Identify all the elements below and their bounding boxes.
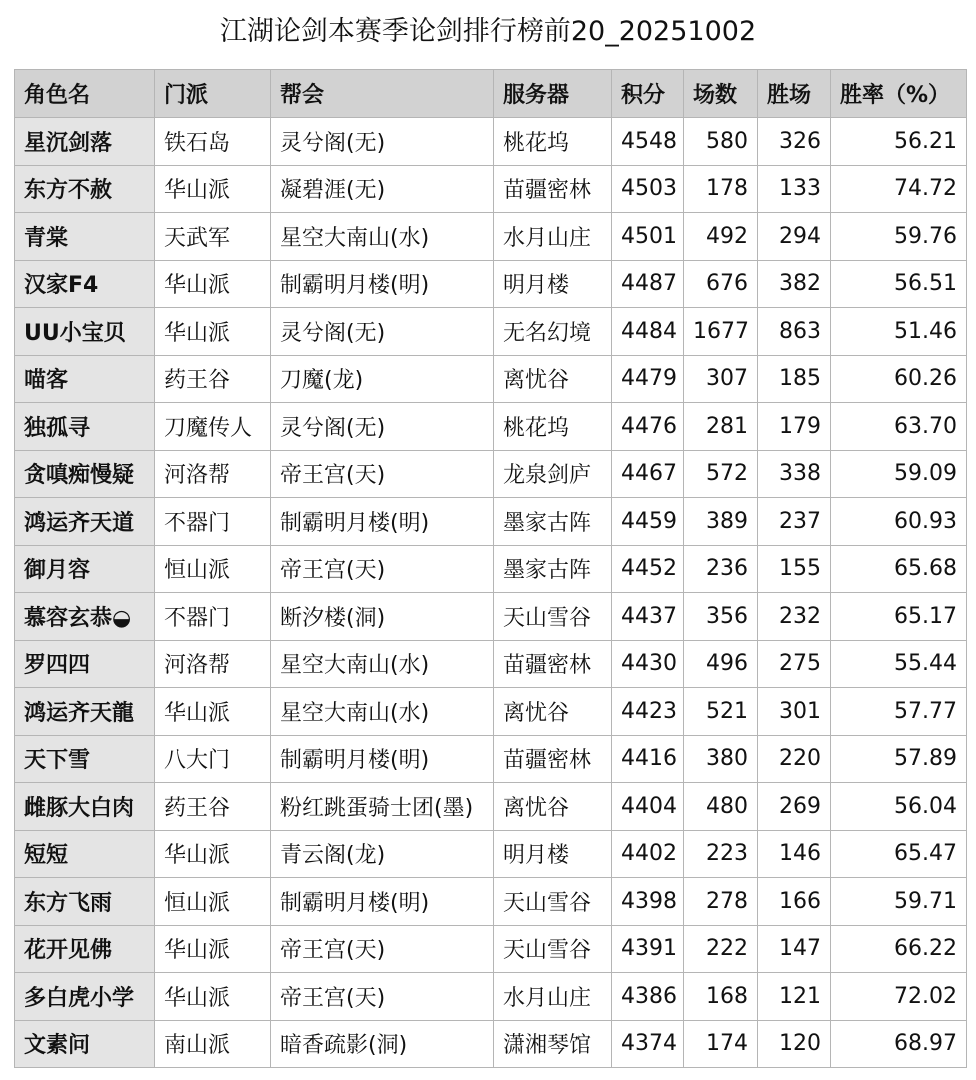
cell-guild: 暗香疏影(洞) xyxy=(271,1020,494,1068)
cell-points: 4437 xyxy=(612,593,684,641)
cell-character-name: 鸿运齐天龍 xyxy=(15,688,155,736)
cell-wins: 220 xyxy=(758,735,831,783)
cell-win-rate: 55.44 xyxy=(831,640,967,688)
header-sect: 门派 xyxy=(155,70,271,118)
cell-character-name: 罗四四 xyxy=(15,640,155,688)
cell-win-rate: 74.72 xyxy=(831,165,967,213)
cell-matches: 1677 xyxy=(684,308,758,356)
cell-wins: 237 xyxy=(758,498,831,546)
cell-character-name: UU小宝贝 xyxy=(15,308,155,356)
cell-sect: 药王谷 xyxy=(155,783,271,831)
cell-wins: 326 xyxy=(758,118,831,166)
cell-server: 水月山庄 xyxy=(494,973,612,1021)
cell-wins: 155 xyxy=(758,545,831,593)
cell-server: 明月楼 xyxy=(494,830,612,878)
cell-server: 苗疆密林 xyxy=(494,640,612,688)
table-row xyxy=(15,640,967,688)
cell-win-rate: 59.09 xyxy=(831,450,967,498)
cell-points: 4386 xyxy=(612,973,684,1021)
cell-character-name: 多白虎小学 xyxy=(15,973,155,1021)
cell-character-name: 文素问 xyxy=(15,1020,155,1068)
cell-points: 4479 xyxy=(612,355,684,403)
cell-character-name: 独孤寻 xyxy=(15,403,155,451)
cell-sect: 华山派 xyxy=(155,688,271,736)
cell-win-rate: 65.17 xyxy=(831,593,967,641)
cell-wins: 147 xyxy=(758,925,831,973)
table-row xyxy=(15,545,967,593)
table-row xyxy=(15,118,967,166)
cell-guild: 灵兮阁(无) xyxy=(271,308,494,356)
cell-win-rate: 56.04 xyxy=(831,783,967,831)
table-row xyxy=(15,593,967,641)
ranking-table xyxy=(14,69,967,1068)
cell-guild: 星空大南山(水) xyxy=(271,688,494,736)
cell-wins: 269 xyxy=(758,783,831,831)
cell-character-name: 鸿运齐天道 xyxy=(15,498,155,546)
cell-points: 4423 xyxy=(612,688,684,736)
cell-sect: 华山派 xyxy=(155,973,271,1021)
cell-character-name: 短短 xyxy=(15,830,155,878)
cell-win-rate: 57.89 xyxy=(831,735,967,783)
cell-server: 苗疆密林 xyxy=(494,735,612,783)
cell-matches: 580 xyxy=(684,118,758,166)
cell-wins: 179 xyxy=(758,403,831,451)
cell-points: 4548 xyxy=(612,118,684,166)
cell-sect: 恒山派 xyxy=(155,545,271,593)
table-row xyxy=(15,403,967,451)
cell-wins: 232 xyxy=(758,593,831,641)
cell-guild: 刀魔(龙) xyxy=(271,355,494,403)
cell-points: 4416 xyxy=(612,735,684,783)
cell-sect: 不器门 xyxy=(155,498,271,546)
cell-sect: 刀魔传人 xyxy=(155,403,271,451)
header-wins: 胜场 xyxy=(758,70,831,118)
cell-matches: 492 xyxy=(684,213,758,261)
cell-points: 4484 xyxy=(612,308,684,356)
cell-character-name: 汉家F4 xyxy=(15,260,155,308)
cell-server: 天山雪谷 xyxy=(494,593,612,641)
cell-matches: 236 xyxy=(684,545,758,593)
cell-wins: 294 xyxy=(758,213,831,261)
cell-guild: 制霸明月楼(明) xyxy=(271,878,494,926)
cell-win-rate: 65.47 xyxy=(831,830,967,878)
cell-character-name: 青棠 xyxy=(15,213,155,261)
cell-character-name: 雌豚大白肉 xyxy=(15,783,155,831)
table-row xyxy=(15,260,967,308)
cell-server: 桃花坞 xyxy=(494,403,612,451)
cell-win-rate: 68.97 xyxy=(831,1020,967,1068)
table-row xyxy=(15,925,967,973)
cell-sect: 恒山派 xyxy=(155,878,271,926)
cell-wins: 121 xyxy=(758,973,831,1021)
header-win-rate: 胜率（%） xyxy=(831,70,967,118)
cell-guild: 帝王宫(天) xyxy=(271,925,494,973)
page-title: 江湖论剑本赛季论剑排行榜前20_20251002 xyxy=(219,16,757,47)
table-body xyxy=(15,118,967,1068)
table-row xyxy=(15,688,967,736)
cell-points: 4398 xyxy=(612,878,684,926)
cell-guild: 帝王宫(天) xyxy=(271,545,494,593)
cell-server: 天山雪谷 xyxy=(494,925,612,973)
cell-sect: 华山派 xyxy=(155,925,271,973)
cell-win-rate: 60.93 xyxy=(831,498,967,546)
table-row xyxy=(15,165,967,213)
cell-server: 墨家古阵 xyxy=(494,498,612,546)
cell-character-name: 御月容 xyxy=(15,545,155,593)
cell-win-rate: 59.71 xyxy=(831,878,967,926)
cell-sect: 华山派 xyxy=(155,308,271,356)
cell-wins: 275 xyxy=(758,640,831,688)
table-row xyxy=(15,735,967,783)
cell-points: 4430 xyxy=(612,640,684,688)
cell-wins: 166 xyxy=(758,878,831,926)
table-row xyxy=(15,450,967,498)
cell-character-name: 东方飞雨 xyxy=(15,878,155,926)
cell-points: 4501 xyxy=(612,213,684,261)
cell-wins: 120 xyxy=(758,1020,831,1068)
cell-win-rate: 51.46 xyxy=(831,308,967,356)
table-row xyxy=(15,878,967,926)
cell-points: 4391 xyxy=(612,925,684,973)
cell-character-name: 贪嗔痴慢疑 xyxy=(15,450,155,498)
cell-server: 水月山庄 xyxy=(494,213,612,261)
cell-character-name: 慕容玄恭◒ xyxy=(15,593,155,641)
cell-sect: 药王谷 xyxy=(155,355,271,403)
cell-sect: 天武军 xyxy=(155,213,271,261)
cell-guild: 断汐楼(洞) xyxy=(271,593,494,641)
cell-matches: 480 xyxy=(684,783,758,831)
cell-sect: 河洛帮 xyxy=(155,640,271,688)
cell-character-name: 星沉剑落 xyxy=(15,118,155,166)
cell-server: 离忧谷 xyxy=(494,783,612,831)
cell-wins: 338 xyxy=(758,450,831,498)
header-character-name: 角色名 xyxy=(15,70,155,118)
cell-server: 桃花坞 xyxy=(494,118,612,166)
cell-guild: 青云阁(龙) xyxy=(271,830,494,878)
cell-points: 4402 xyxy=(612,830,684,878)
header-server: 服务器 xyxy=(494,70,612,118)
cell-sect: 八大门 xyxy=(155,735,271,783)
cell-character-name: 花开见佛 xyxy=(15,925,155,973)
cell-matches: 496 xyxy=(684,640,758,688)
cell-wins: 133 xyxy=(758,165,831,213)
header-points: 积分 xyxy=(612,70,684,118)
cell-win-rate: 66.22 xyxy=(831,925,967,973)
cell-matches: 178 xyxy=(684,165,758,213)
cell-points: 4476 xyxy=(612,403,684,451)
cell-win-rate: 72.02 xyxy=(831,973,967,1021)
table-row xyxy=(15,830,967,878)
cell-matches: 380 xyxy=(684,735,758,783)
cell-matches: 572 xyxy=(684,450,758,498)
table-row xyxy=(15,213,967,261)
table-row xyxy=(15,1020,967,1068)
table-row xyxy=(15,783,967,831)
cell-sect: 华山派 xyxy=(155,260,271,308)
cell-win-rate: 59.76 xyxy=(831,213,967,261)
cell-sect: 华山派 xyxy=(155,165,271,213)
cell-guild: 灵兮阁(无) xyxy=(271,118,494,166)
cell-win-rate: 56.51 xyxy=(831,260,967,308)
cell-win-rate: 63.70 xyxy=(831,403,967,451)
cell-sect: 铁石岛 xyxy=(155,118,271,166)
cell-win-rate: 56.21 xyxy=(831,118,967,166)
header-guild: 帮会 xyxy=(271,70,494,118)
header-matches: 场数 xyxy=(684,70,758,118)
cell-sect: 华山派 xyxy=(155,830,271,878)
cell-guild: 星空大南山(水) xyxy=(271,640,494,688)
cell-points: 4503 xyxy=(612,165,684,213)
table-row xyxy=(15,498,967,546)
cell-matches: 307 xyxy=(684,355,758,403)
cell-guild: 制霸明月楼(明) xyxy=(271,735,494,783)
table-header-row xyxy=(15,70,967,118)
cell-points: 4459 xyxy=(612,498,684,546)
table-row xyxy=(15,355,967,403)
cell-matches: 521 xyxy=(684,688,758,736)
cell-wins: 863 xyxy=(758,308,831,356)
cell-guild: 制霸明月楼(明) xyxy=(271,498,494,546)
cell-server: 离忧谷 xyxy=(494,688,612,736)
cell-wins: 185 xyxy=(758,355,831,403)
cell-guild: 凝碧涯(无) xyxy=(271,165,494,213)
cell-guild: 粉红跳蛋骑士团(墨) xyxy=(271,783,494,831)
cell-wins: 382 xyxy=(758,260,831,308)
cell-guild: 灵兮阁(无) xyxy=(271,403,494,451)
cell-matches: 389 xyxy=(684,498,758,546)
cell-server: 明月楼 xyxy=(494,260,612,308)
cell-server: 龙泉剑庐 xyxy=(494,450,612,498)
cell-server: 无名幻境 xyxy=(494,308,612,356)
cell-matches: 356 xyxy=(684,593,758,641)
cell-matches: 223 xyxy=(684,830,758,878)
cell-guild: 制霸明月楼(明) xyxy=(271,260,494,308)
cell-server: 苗疆密林 xyxy=(494,165,612,213)
cell-points: 4404 xyxy=(612,783,684,831)
cell-server: 离忧谷 xyxy=(494,355,612,403)
cell-wins: 146 xyxy=(758,830,831,878)
cell-points: 4467 xyxy=(612,450,684,498)
cell-matches: 281 xyxy=(684,403,758,451)
cell-server: 墨家古阵 xyxy=(494,545,612,593)
cell-matches: 222 xyxy=(684,925,758,973)
cell-sect: 南山派 xyxy=(155,1020,271,1068)
cell-sect: 河洛帮 xyxy=(155,450,271,498)
cell-guild: 帝王宫(天) xyxy=(271,973,494,1021)
table-row xyxy=(15,308,967,356)
cell-sect: 不器门 xyxy=(155,593,271,641)
cell-character-name: 东方不赦 xyxy=(15,165,155,213)
cell-wins: 301 xyxy=(758,688,831,736)
cell-guild: 星空大南山(水) xyxy=(271,213,494,261)
cell-win-rate: 57.77 xyxy=(831,688,967,736)
cell-win-rate: 65.68 xyxy=(831,545,967,593)
cell-guild: 帝王宫(天) xyxy=(271,450,494,498)
cell-points: 4452 xyxy=(612,545,684,593)
cell-server: 天山雪谷 xyxy=(494,878,612,926)
cell-character-name: 天下雪 xyxy=(15,735,155,783)
cell-points: 4487 xyxy=(612,260,684,308)
cell-points: 4374 xyxy=(612,1020,684,1068)
cell-matches: 278 xyxy=(684,878,758,926)
cell-character-name: 喵客 xyxy=(15,355,155,403)
cell-server: 潇湘琴馆 xyxy=(494,1020,612,1068)
cell-matches: 168 xyxy=(684,973,758,1021)
cell-win-rate: 60.26 xyxy=(831,355,967,403)
table-row xyxy=(15,973,967,1021)
cell-matches: 174 xyxy=(684,1020,758,1068)
cell-matches: 676 xyxy=(684,260,758,308)
